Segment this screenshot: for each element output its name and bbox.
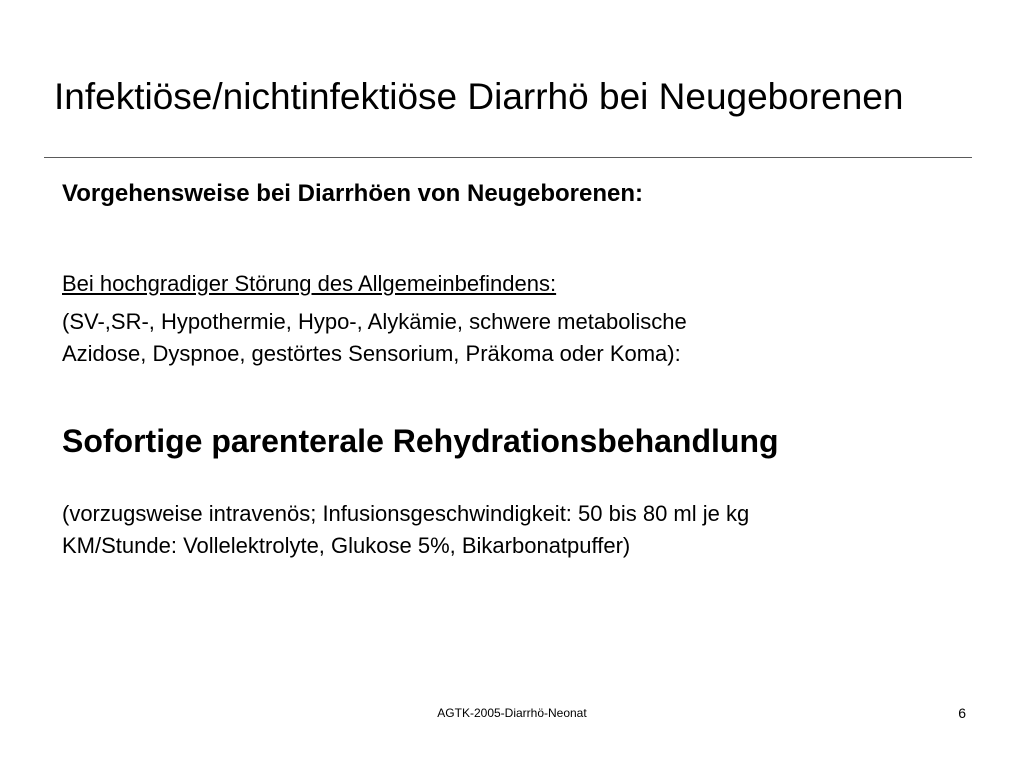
treatment-detail-line: KM/Stunde: Vollelektrolyte, Glukose 5%, Bikarbonatpuffer) bbox=[62, 533, 631, 558]
slide-title: Infektiöse/nichtinfektiöse Diarrhö bei Neugeborenen bbox=[54, 76, 904, 117]
treatment-detail-line: (vorzugsweise intravenös; Infusionsgeschwindigkeit: 50 bis 80 ml je kg bbox=[62, 501, 750, 526]
section-heading: Vorgehensweise bei Diarrhöen von Neugeborenen: bbox=[62, 180, 644, 207]
footer-label: AGTK-2005-Diarrhö-Neonat bbox=[437, 706, 587, 720]
treatment-detail bbox=[62, 498, 982, 562]
slide-body bbox=[62, 176, 982, 562]
title-divider bbox=[44, 157, 972, 158]
condition-heading: Bei hochgradiger Störung des Allgemeinbefindens: bbox=[62, 271, 557, 296]
treatment-heading: Sofortige parenterale Rehydrationsbehandlung bbox=[62, 423, 779, 459]
condition-description bbox=[62, 306, 982, 370]
condition-line: Azidose, Dyspnoe, gestörtes Sensorium, Präkoma oder Koma): bbox=[62, 341, 681, 366]
page-number: 6 bbox=[958, 705, 966, 721]
condition-line: (SV-,SR-, Hypothermie, Hypo-, Alykämie, schwere metabolische bbox=[62, 309, 687, 334]
